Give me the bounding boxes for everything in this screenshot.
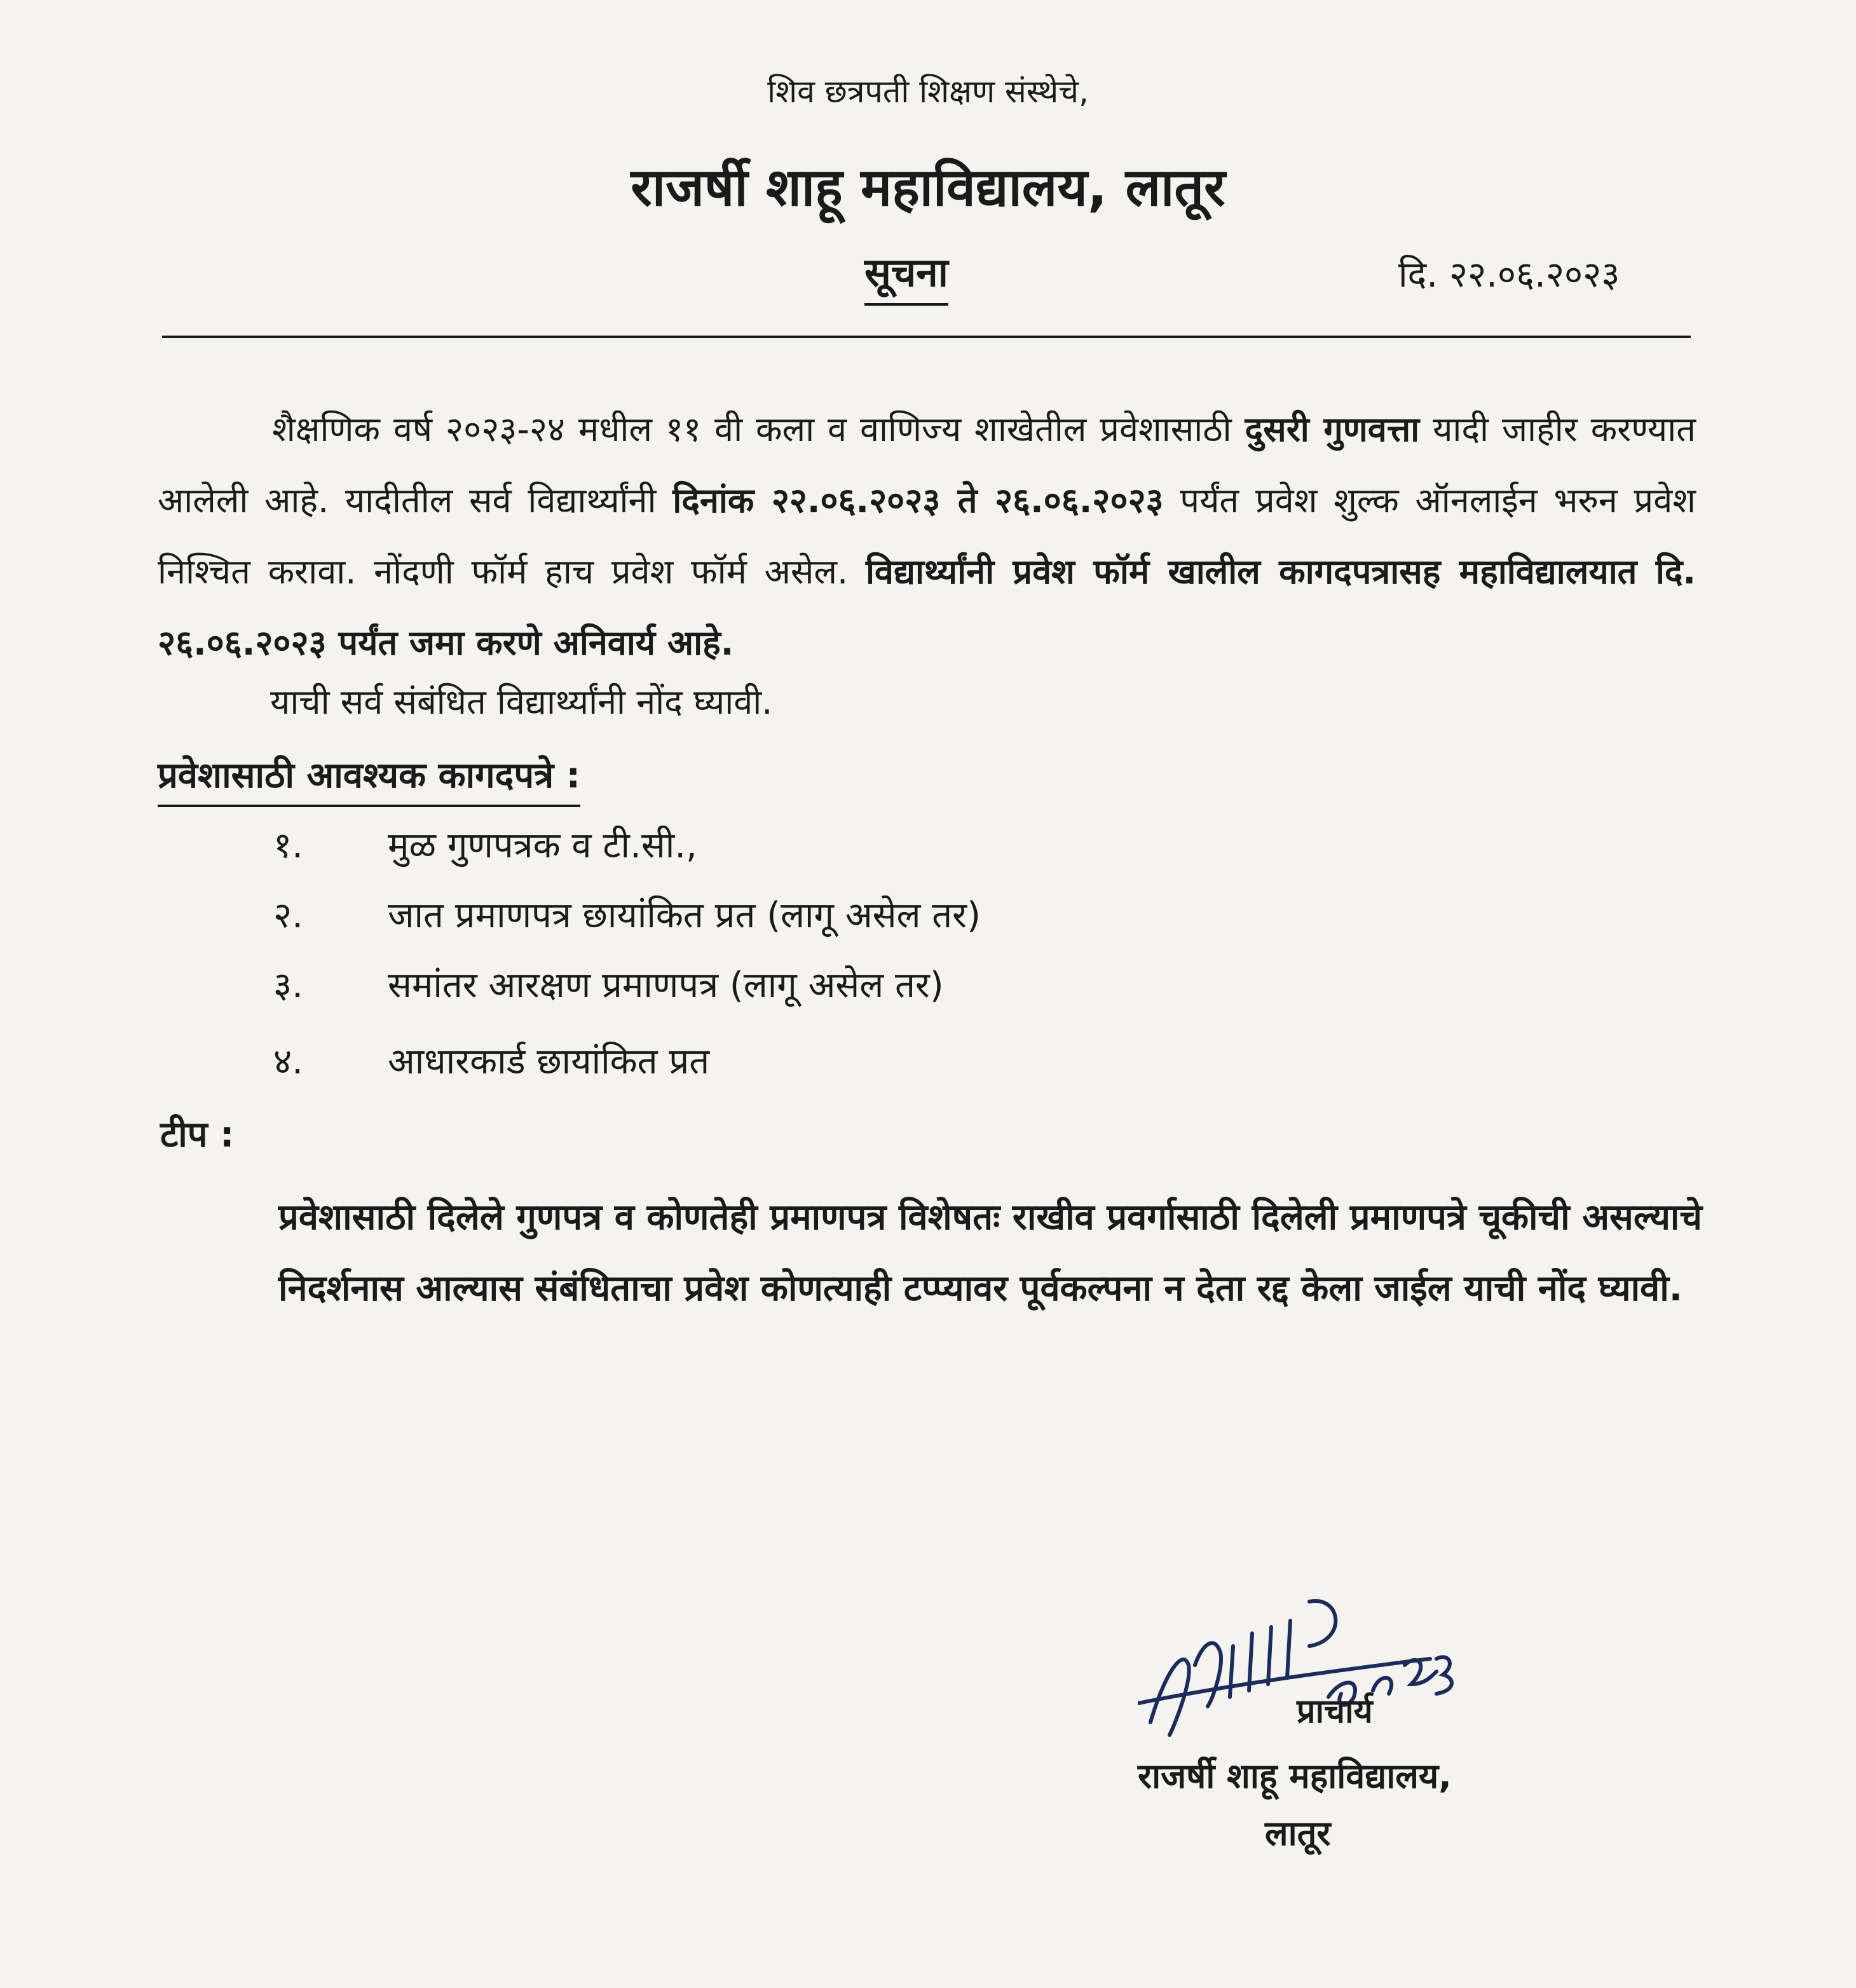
item-text: समांतर आरक्षण प्रमाणपत्र (लागू असेल तर) — [388, 965, 944, 1006]
notice-heading: सूचना — [864, 245, 948, 306]
para-bold-text: दुसरी गुणवत्ता — [1245, 409, 1420, 449]
trust-name: शिव छत्रपती शिक्षण संस्थेचे, — [767, 73, 1089, 110]
document-item — [273, 1036, 709, 1084]
item-number: १. — [273, 825, 303, 866]
item-number: ३. — [273, 965, 303, 1006]
note-text: प्रवेशासाठी दिलेले गुणपत्र व कोणतेही प्रमाणपत्र विशेषतः राखीव प्रवर्गासाठी दिलेली प्रमाणपत्रे चूकीची असल्याचे निदर्शनास आल्यास संबंधिताचा प्रवेश कोणत्याही टप्प्यावर पूर्वकल्पना न देता रद्द केला जाईल याची नोंद घ्यावी. — [278, 1197, 1702, 1309]
principal-stamp: प्राचार्य — [1297, 1692, 1373, 1731]
document-item — [273, 960, 944, 1008]
main-paragraph — [158, 394, 1696, 679]
document-item — [273, 820, 697, 868]
para-text: पर्यंत प्रवेश शुल्क ऑनलाईन भरुन प्रवेश निश्चित करावा. नोंदणी फॉर्म हाच प्रवेश फॉर्म असेल. — [158, 480, 1696, 592]
item-number: २. — [273, 895, 303, 936]
para-text: शैक्षणिक वर्ष २०२३-२४ मधील ११ वी कला व वाणिज्य शाखेतील प्रवेशासाठी — [272, 409, 1245, 449]
item-text: आधारकार्ड छायांकित प्रत — [388, 1041, 710, 1082]
para-bold-text: विद्यार्थ्यांनी प्रवेश फॉर्म खालील कागदपत्रासह महाविद्यालयात दि. २६.०६.२०२३ पर्यंत जमा करणे अनिवार्य आहे. — [158, 552, 1696, 663]
signature-college: राजर्षी शाहू महाविद्यालय, — [1138, 1756, 1452, 1796]
note-title: टीप : — [160, 1114, 235, 1155]
para-bold-text: दिनांक २२.०६.२०२३ ते २६.०६.२०२३ — [672, 480, 1164, 521]
item-text: जात प्रमाणपत्र छायांकित प्रत (लागू असेल तर) — [388, 895, 981, 936]
college-title: राजर्षी शाहू महाविद्यालय, लातूर — [631, 158, 1225, 218]
notice-line: याची सर्व संबंधित विद्यार्थ्यांनी नोंद घ्यावी. — [270, 682, 773, 722]
document-item — [273, 890, 981, 938]
signature-city: लातूर — [1265, 1813, 1331, 1853]
documents-title: प्रवेशासाठी आवश्यक कागदपत्रे : — [158, 750, 580, 807]
para-text: यादी जाहीर करण्यात आलेली आहे. यादीतील सर्व विद्यार्थ्यांनी — [158, 409, 1696, 521]
notice-date: दि. २२.०६.२०२३ — [1398, 254, 1620, 296]
header-divider — [162, 336, 1691, 338]
item-text: मुळ गुणपत्रक व टी.सी., — [388, 825, 697, 866]
item-number: ४. — [273, 1041, 303, 1082]
